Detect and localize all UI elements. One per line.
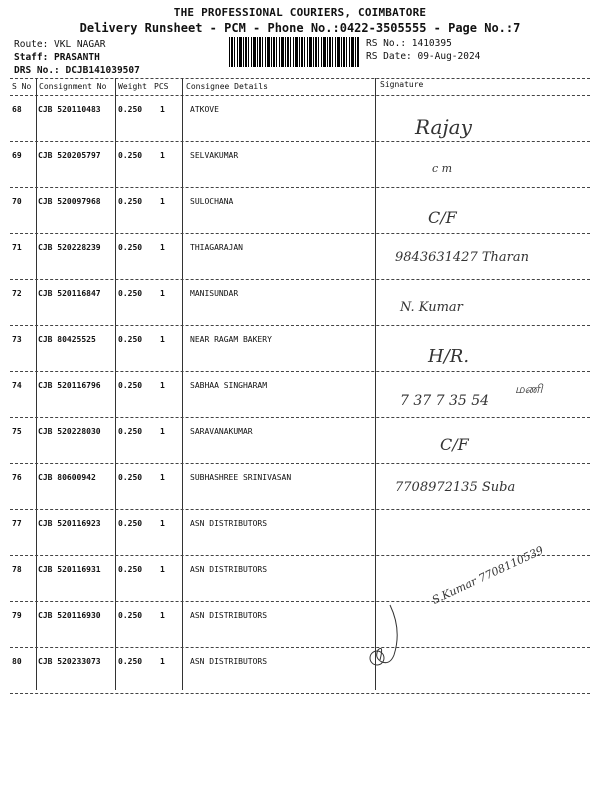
- row-consignment: CJB 520116796: [38, 381, 101, 390]
- row-consignment: CJB 520116923: [38, 519, 101, 528]
- row-sno: 75: [12, 427, 22, 436]
- row-pcs: 1: [160, 335, 165, 344]
- row-sno: 79: [12, 611, 22, 620]
- table-row: [0, 602, 600, 648]
- row-consignee: ASN DISTRIBUTORS: [190, 565, 268, 574]
- col-signature: Signature: [380, 80, 424, 89]
- table-row: [0, 188, 600, 234]
- table-row: [0, 96, 600, 142]
- row-consignee: ASN DISTRIBUTORS: [190, 657, 268, 666]
- row-pcs: 1: [160, 151, 165, 160]
- row-weight: 0.250: [118, 473, 143, 482]
- staff: Staff: PRASANTH: [14, 52, 100, 63]
- row-sno: 73: [12, 335, 22, 344]
- table-row: [0, 326, 600, 372]
- table-row: [0, 280, 600, 326]
- row-consignee: ATKOVE: [190, 105, 219, 114]
- row-weight: 0.250: [118, 381, 143, 390]
- row-weight: 0.250: [118, 427, 143, 436]
- row-weight: 0.250: [118, 243, 143, 252]
- row-pcs: 1: [160, 197, 165, 206]
- row-weight: 0.250: [118, 289, 143, 298]
- table-row: [0, 372, 600, 418]
- row-sno: 69: [12, 151, 22, 160]
- bracket-scribble: [360, 600, 410, 680]
- row-sno: 77: [12, 519, 22, 528]
- row-consignment: CJB 520097968: [38, 197, 101, 206]
- signature-72: N. Kumar: [400, 300, 463, 315]
- row-consignment: CJB 520228030: [38, 427, 101, 436]
- row-consignment: CJB 520110483: [38, 105, 101, 114]
- row-consignee: SABHAA SINGHARAM: [190, 381, 268, 390]
- row-consignee: SULOCHANA: [190, 197, 234, 206]
- row-consignment: CJB 520116931: [38, 565, 101, 574]
- row-pcs: 1: [160, 427, 165, 436]
- row-consignee: MANISUNDAR: [190, 289, 239, 298]
- table-row: [0, 510, 600, 556]
- col-pcs: PCS: [154, 82, 169, 91]
- row-consignment: CJB 520228239: [38, 243, 101, 252]
- row-pcs: 1: [160, 381, 165, 390]
- runsheet-title: Delivery Runsheet - PCM - Phone No.:0422-3505555 - Page No.:7: [79, 21, 521, 35]
- signature-74-name: மணி: [515, 382, 543, 396]
- row-pcs: 1: [160, 289, 165, 298]
- signature-68: Rajay: [415, 115, 472, 139]
- route: Route: VKL NAGAR: [14, 39, 106, 50]
- row-pcs: 1: [160, 565, 165, 574]
- row-weight: 0.250: [118, 519, 143, 528]
- table-row: [0, 142, 600, 188]
- barcode: [229, 37, 360, 67]
- col-consignment: Consignment No: [39, 82, 107, 91]
- row-consignment: CJB 520205797: [38, 151, 101, 160]
- row-consignee: ASN DISTRIBUTORS: [190, 611, 268, 620]
- row-pcs: 1: [160, 519, 165, 528]
- row-consignment: CJB 520116930: [38, 611, 101, 620]
- row-weight: 0.250: [118, 657, 143, 666]
- row-weight: 0.250: [118, 611, 143, 620]
- row-weight: 0.250: [118, 335, 143, 344]
- row-consignment: CJB 80425525: [38, 335, 96, 344]
- company-name: THE PROFESSIONAL COURIERS, COIMBATORE: [173, 6, 427, 19]
- row-weight: 0.250: [118, 565, 143, 574]
- rs-number: RS No.: 1410395: [366, 38, 452, 49]
- row-pcs: 1: [160, 105, 165, 114]
- row-sno: 72: [12, 289, 22, 298]
- table-row: [0, 648, 600, 694]
- row-consignee: SARAVANAKUMAR: [190, 427, 253, 436]
- signature-79: S.Kumar 7708110539: [430, 543, 546, 607]
- row-weight: 0.250: [118, 105, 143, 114]
- signature-71: 9843631427 Tharan: [395, 250, 529, 265]
- row-consignee: THIAGARAJAN: [190, 243, 243, 252]
- rs-date: RS Date: 09-Aug-2024: [366, 51, 481, 62]
- row-sno: 80: [12, 657, 22, 666]
- table-row: [0, 418, 600, 464]
- row-sno: 71: [12, 243, 22, 252]
- signature-73: H/R.: [428, 346, 470, 367]
- signature-74-phone: 7 37 7 35 54: [400, 393, 490, 409]
- signature-75: C/F: [440, 435, 469, 454]
- row-pcs: 1: [160, 657, 165, 666]
- signature-70: C/F: [428, 208, 457, 227]
- row-sno: 74: [12, 381, 22, 390]
- row-pcs: 1: [160, 611, 165, 620]
- row-consignee: SELVAKUMAR: [190, 151, 239, 160]
- row-consignment: CJB 80600942: [38, 473, 96, 482]
- signature-69: c m: [432, 162, 453, 175]
- row-consignee: ASN DISTRIBUTORS: [190, 519, 268, 528]
- row-sno: 68: [12, 105, 22, 114]
- row-consignment: CJB 520233073: [38, 657, 101, 666]
- row-sno: 76: [12, 473, 22, 482]
- row-sno: 70: [12, 197, 22, 206]
- col-weight: Weight: [118, 82, 147, 91]
- row-pcs: 1: [160, 243, 165, 252]
- row-sno: 78: [12, 565, 22, 574]
- row-weight: 0.250: [118, 197, 143, 206]
- col-consignee: Consignee Details: [186, 82, 268, 91]
- row-consignee: NEAR RAGAM BAKERY: [190, 335, 272, 344]
- row-consignment: CJB 520116847: [38, 289, 101, 298]
- col-sno: S No: [12, 82, 32, 91]
- row-pcs: 1: [160, 473, 165, 482]
- drs-number: DRS No.: DCJB141039507: [14, 65, 140, 76]
- signature-76: 7708972135 Suba: [395, 480, 516, 495]
- row-consignee: SUBHASHREE SRINIVASAN: [190, 473, 292, 482]
- row-weight: 0.250: [118, 151, 143, 160]
